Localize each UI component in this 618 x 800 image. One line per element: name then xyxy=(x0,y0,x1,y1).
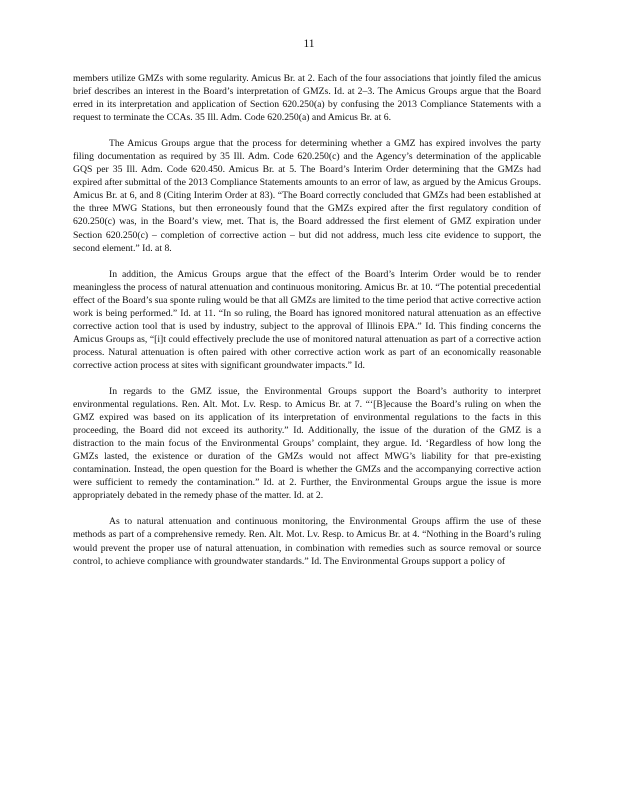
paragraph-environmental-groups-gmz: In regards to the GMZ issue, the Environmental Groups support the Board’s authority to interpret environmental regulations. Ren. Alt. Mot. Lv. Resp. to Amicus Br. at 7. “‘[B]ecause the Board’s ruling on when the GMZ expired was based on its application of its interpretation of environmental regulations to the facts in this proceeding, the Board did not exceed its authority.” Id. Additionally, the issue of the duration of the GMZ is a distraction to the main focus of the Environmental Groups’ complaint, they argue. Id. ‘Regardless of how long the GMZs lasted, the existence or duration of the GMZs would not affect MWG’s liability for that pre-existing contamination. Instead, the open question for the Board is whether the GMZs and the accompanying corrective action were sufficient to remedy the contamination.” Id. at 2. Further, the Environmental Groups argue the issue is more appropriately debated in the remedy phase of the matter. Id. at 2. xyxy=(73,385,541,502)
paragraph-environmental-groups-attenuation: As to natural attenuation and continuous monitoring, the Environmental Groups affirm the use of these methods as part of a comprehensive remedy. Ren. Alt. Mot. Lv. Resp. to Amicus Br. at 4. “Nothing in the Board’s ruling would prevent the proper use of natural attenuation, in combination with remedies such as source removal or source control, to achieve compliance with groundwater standards.” Id. The Environmental Groups support a policy of xyxy=(73,516,541,567)
page-number: 11 xyxy=(303,38,315,50)
paragraph-amicus-interest: members utilize GMZs with some regularity. Amicus Br. at 2. Each of the four associations that jointly filed the amicus brief describes an interest in the Board’s interpretation of GMZs. Id. at 2–3. The Amicus Groups argue that the Board erred in its interpretation and application of Section 620.250(a) by confusing the 2013 Compliance Statements with a request to terminate the CCAs. 35 Ill. Adm. Code 620.250(a) and Amicus Br. at 6. xyxy=(73,73,541,124)
document-body xyxy=(73,72,541,581)
paragraph-natural-attenuation-effect: In addition, the Amicus Groups argue that the effect of the Board’s Interim Order would be to render meaningless the process of natural attenuation and continuous monitoring. Amicus Br. at 10. “The potential precedential effect of the Board’s sua sponte ruling would be that all GMZs are limited to the time period that active corrective action work is being performed.” Id. at 11. “In so ruling, the Board has ignored monitored natural attenuation as an effective corrective action tool that is used by industry, subject to the approval of Illinois EPA.” Id. This finding concerns the Amicus Groups as, “[i]t could effectively preclude the use of monitored natural attenuation as part of a corrective action process. Natural attenuation is often paired with other corrective action work as part of an economically reasonable corrective action process at sites with significant groundwater impacts.” Id. xyxy=(73,268,541,371)
paragraph-gmz-expiration-process: The Amicus Groups argue that the process for determining whether a GMZ has expired involves the party filing documentation as required by 35 Ill. Adm. Code 620.250(c) and the Agency’s determination of the applicable GQS per 35 Ill. Adm. Code 620.450. Amicus Br. at 5. The Board’s Interim Order determining that the GMZs had expired after submittal of the 2013 Compliance Statements amounts to an error of law, as argued by the Amicus Groups. Amicus Br. at 6, and 8 (Citing Interim Order at 83). “The Board correctly concluded that GMZs had been established at the three MWG Stations, but then erroneously found that the GMZs expired after the first regulatory condition of 620.250(c) was, in the Board’s view, met. That is, the Board addressed the first element of GMZ expiration under Section 620.250(c) – completion of corrective action – but did not address, much less cite evidence to support, the second element.” Id. at 8. xyxy=(73,138,541,254)
